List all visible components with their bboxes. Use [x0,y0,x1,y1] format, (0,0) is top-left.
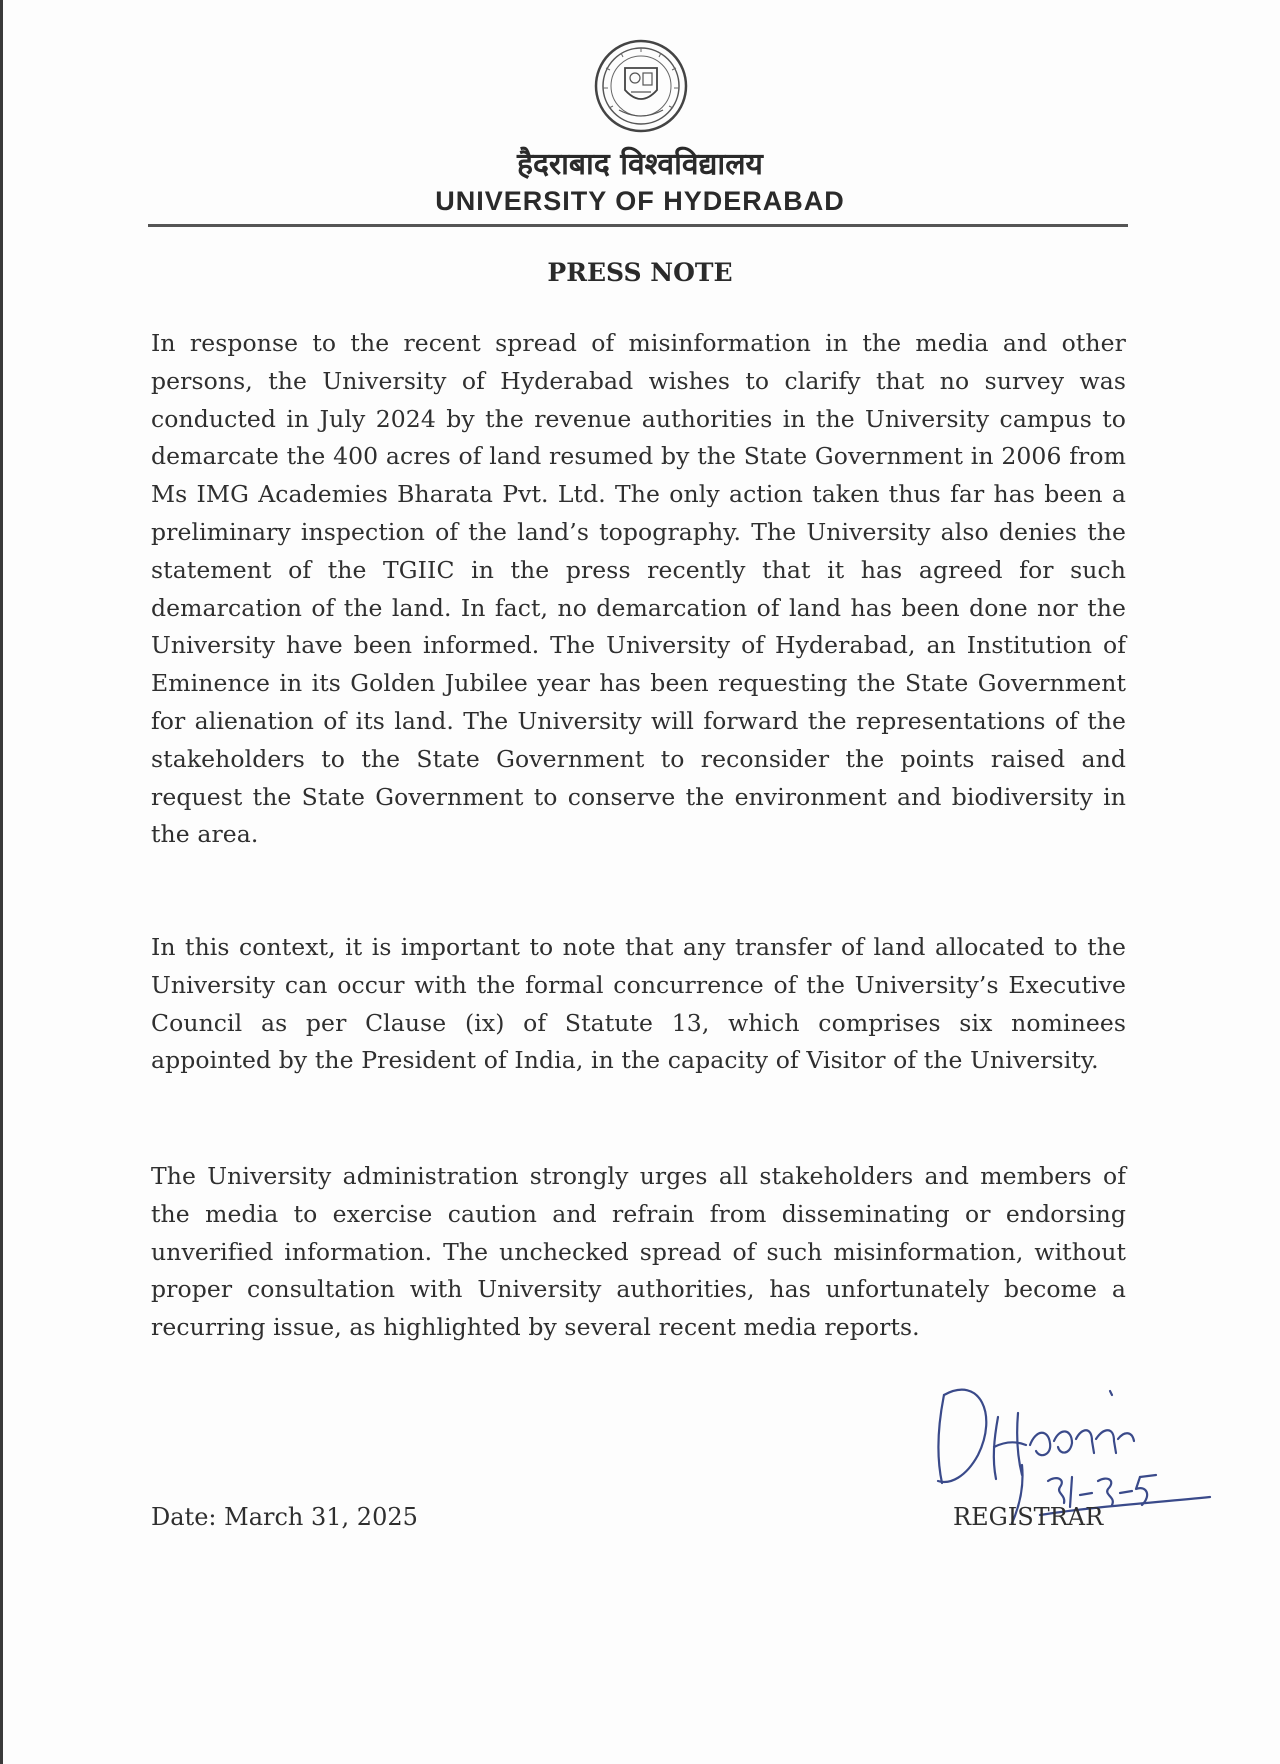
university-seal-icon [591,38,691,134]
document-date: Date: March 31, 2025 [151,1503,418,1531]
document-heading: PRESS NOTE [547,258,733,287]
paragraph-2: In this context, it is important to note that any transfer of land allocated to the University can occur with the formal concurrence of the University’s Executive Council as per Clause (ix) of Statute 13, which comprises six nominees appointed by the President of India, in the capacity of Visitor of the University. [151,933,1126,1075]
header-divider [148,224,1128,227]
hindi-university-title: हैदराबाद विश्वविद्यालय [517,147,763,182]
university-title: UNIVERSITY OF HYDERABAD [435,186,845,216]
paragraph-1: In response to the recent spread of misinformation in the media and other persons, the University of Hyderabad wishes to clarify that no survey was conducted in July 2024 by the revenue authorities in the University campus to demarcate the 400 acres of land resumed by the State Government in 2006 from Ms IMG Academies Bharata Pvt. Ltd. The only action taken thus far has been a preliminary inspection of the land’s topography. The University also denies the statement of the TGIIC in the press recently that it has agreed for such demarcation of the land. In fact, no demarcation of land has been done nor the University have been informed. The University of Hyderabad, an Institution of Eminence in its Golden Jubilee year has been requesting the State Government for alienation of its land. The University will forward the representations of the stakeholders to the State Government to reconsider the points raised and request the State Government to conserve the environment and biodiversity in the area. [151,329,1126,849]
paragraph-3: The University administration strongly urges all stakeholders and members of the media to exercise caution and refrain from disseminating or endorsing unverified information. The unchecked spread of such misinformation, without proper consultation with University authorities, has unfortunately become a recurring issue, as highlighted by several recent media reports. [151,1162,1126,1342]
signatory-title: REGISTRAR [953,1503,1104,1531]
